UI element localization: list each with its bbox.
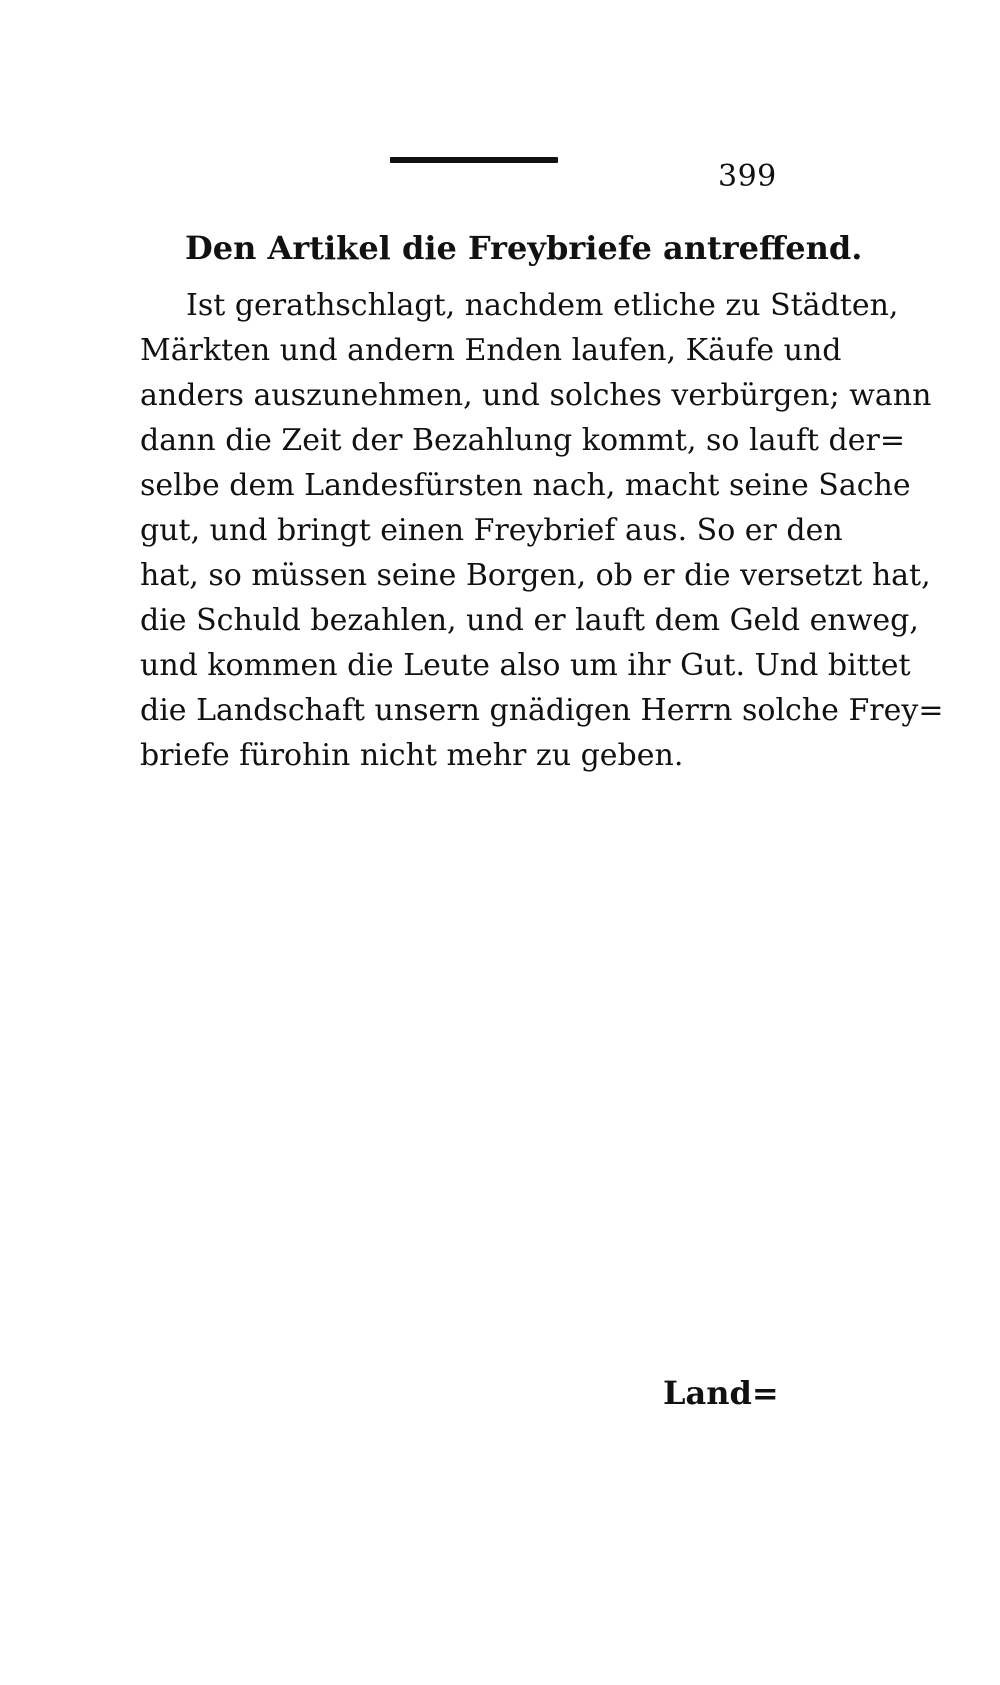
catchword: Land= — [663, 1374, 779, 1412]
section-heading: Den Artikel die Freybriefe antreffend. — [185, 229, 863, 267]
paragraph-line: und kommen die Leute also um ihr Gut. Und bittet — [140, 648, 911, 683]
paragraph-line: die Landschaft unsern gnädigen Herrn solche Frey= — [140, 693, 944, 728]
paragraph-line: die Schuld bezahlen, und er lauft dem Geld enweg, — [140, 603, 919, 638]
header-rule — [390, 157, 558, 163]
paragraph-line: anders auszunehmen, und solches verbürgen; wann — [140, 378, 932, 413]
paragraph-line: briefe fürohin nicht mehr zu geben. — [140, 738, 684, 773]
paragraph-line: hat, so müssen seine Borgen, ob er die versetzt hat, — [140, 558, 931, 593]
page-number: 399 — [718, 159, 777, 194]
paragraph-line: selbe dem Landesfürsten nach, macht seine Sache — [140, 468, 911, 503]
paragraph-line: gut, und bringt einen Freybrief aus. So er den — [140, 513, 843, 548]
paragraph-line: dann die Zeit der Bezahlung kommt, so lauft der= — [140, 423, 905, 458]
paragraph — [140, 283, 944, 778]
paragraph-line: Märkten und andern Enden laufen, Käufe und — [140, 333, 842, 368]
paragraph-line: Ist gerathschlagt, nachdem etliche zu Städten, — [186, 288, 899, 323]
